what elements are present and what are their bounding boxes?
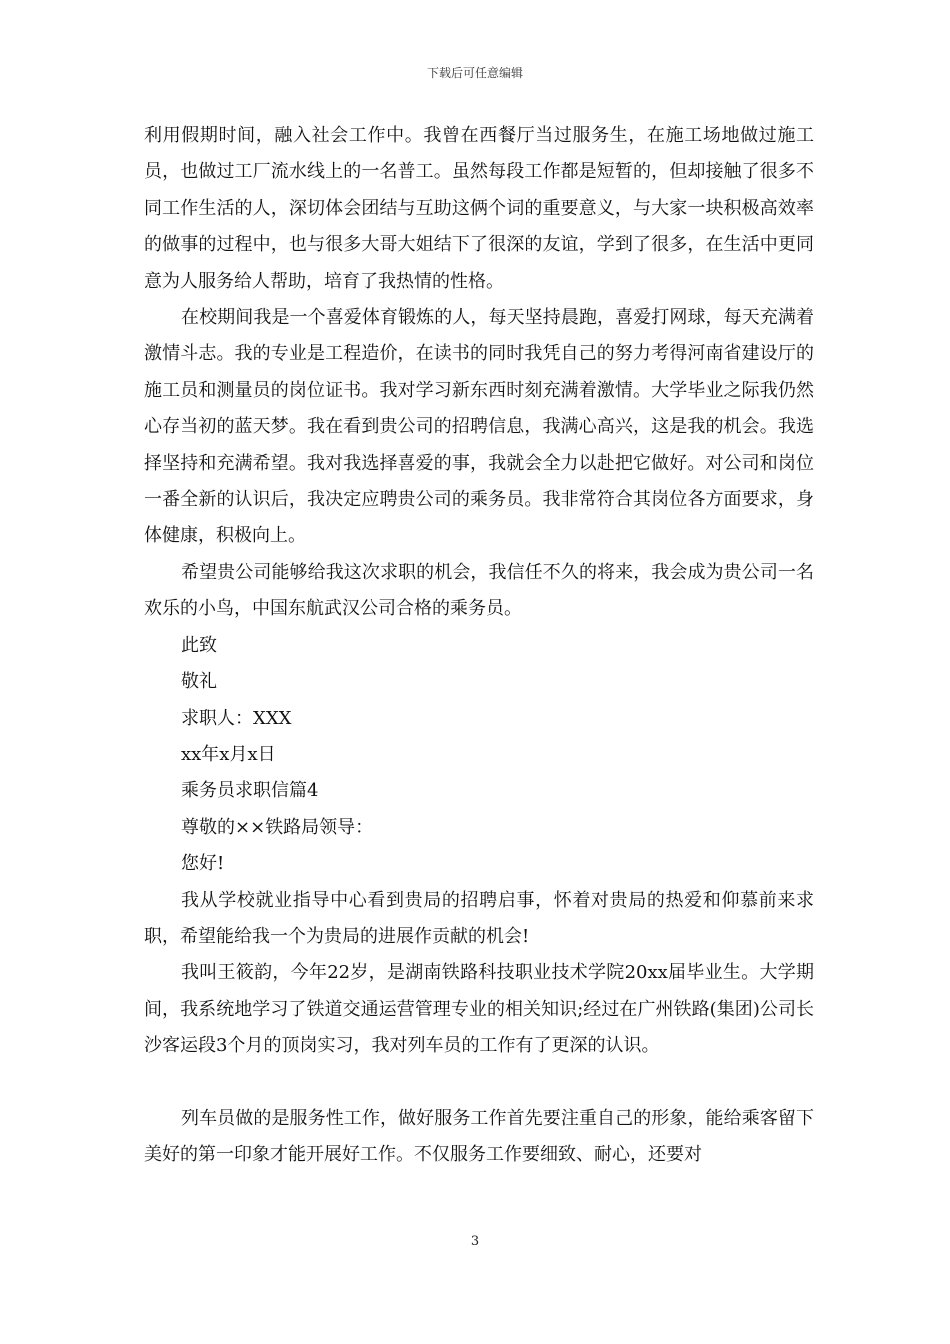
paragraph-work-experience: 利用假期时间，融入社会工作中。我曾在西餐厅当过服务生，在施工场地做过施工员，也做过工厂流水线上的一名普工。虽然每段工作都是短暂的，但却接触了很多不同工作生活的人，深切体会团结与互助这俩个词的重要意义，与大家一块积极高效率的做事的过程中，也与很多大哥大姐结下了很深的友谊，学到了很多，在生活中更同意为人服务给人帮助，培育了我热情的性格。 [144,125,814,292]
salutation: 尊敬的××铁路局领导： [181,816,374,838]
paragraph-hope: 希望贵公司能够给我这次求职的机会，我信任不久的将来，我会成为贵公司一名欢乐的小鸟，中国东航武汉公司合格的乘务员。 [144,561,814,620]
paragraph-purpose: 我从学校就业指导中心看到贵局的招聘启事，怀着对贵局的热爱和仰慕前来求职，希望能给我一个为贵局的进展作贡献的机会! [144,889,814,947]
paragraph-spacer [144,1065,814,1101]
page-header: 下载后可任意编辑 [426,66,523,80]
paragraph-self-intro: 我叫王筱韵，今年22岁，是湖南铁路科技职业技术学院20xx届毕业生。大学期间，我系统地学习了铁道交通运营管理专业的相关知识;经过在广州铁路(集团)公司长沙客运段3个月的顶岗实习，我对列车员的工作有了更深的认识。 [144,962,814,1057]
letter-date: xx年x月x日 [181,743,276,765]
document-body [144,118,814,1173]
paragraph-service-work: 列车员做的是服务性工作，做好服务工作首先要注重自己的形象，能给乘客留下美好的第一印象才能开展好工作。不仅服务工作要细致、耐心，还要对 [144,1107,814,1165]
section-title: 乘务员求职信篇4 [181,780,319,802]
page-number: 3 [470,1234,480,1249]
applicant-signature: 求职人：XXX [181,707,292,729]
paragraph-school-life: 在校期间我是一个喜爱体育锻炼的人，每天坚持晨跑，喜爱打网球，每天充满着激情斗志。我的专业是工程造价，在读书的同时我凭自己的努力考得河南省建设厅的施工员和测量员的岗位证书。我对学习新东西时刻充满着激情。大学毕业之际我仍然心存当初的蓝天梦。我在看到贵公司的招聘信息，我满心高兴，这是我的机会。我选择坚持和充满希望。我对我选择喜爱的事，我就会全力以赴把它做好。对公司和岗位一番全新的认识后，我决定应聘贵公司的乘务员。我非常符合其岗位各方面要求，身体健康，积极向上。 [144,307,814,547]
closing-jingli: 敬礼 [181,671,217,693]
greeting: 您好! [181,853,225,875]
closing-cizhi: 此致 [181,634,217,656]
